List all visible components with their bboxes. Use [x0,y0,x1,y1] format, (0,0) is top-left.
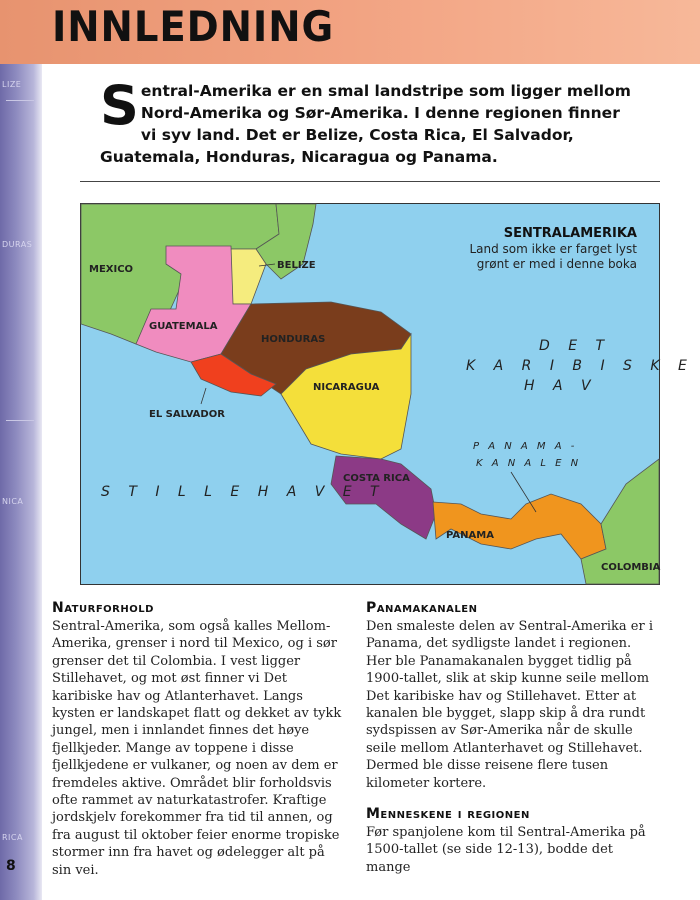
column-right [366,600,656,876]
label-mexico: MEXICO [89,264,134,275]
label-panama: PANAMA [446,530,494,541]
section-divider [80,181,660,182]
intro-text: entral-Amerika er en smal landstripe som ligger mellom Nord-Amerika og Sør-Amerika. I denne regionen finner vi syv land. Det er Belize, Costa Rica, El Salvador, Guatemala, Honduras, Nicaragua og Panama. [100,82,631,166]
drop-cap: S [100,74,139,137]
label-nicaragua: NICARAGUA [313,382,380,393]
label-canal-2: K A N A L E N [476,458,582,469]
label-belize: BELIZE [277,260,316,271]
label-honduras: HONDURAS [261,334,326,345]
label-costa-rica: COSTA RICA [343,473,410,484]
map-legend-line2: grønt er med i denne boka [476,257,637,271]
map-legend-title: SENTRALAMERIKA [503,226,637,241]
edge-label: RICA [2,833,23,842]
edge-divider [6,100,34,101]
heading-panamakanalen: Panamakanalen [366,600,478,616]
body-menneskene: Før spanjolene kom til Sentral-Amerika på 1500-tallet (se side 12-13), bodde det mange [366,825,646,875]
column-left [52,600,342,879]
heading-menneskene: Menneskene i regionen [366,806,530,823]
label-colombia: COLOMBIA [601,562,661,573]
label-canal-1: P A N A M A - [473,441,578,452]
label-caribbean-1: D E T [539,338,612,354]
intro-paragraph [100,74,640,168]
central-america-map [80,203,694,585]
label-el-salvador: EL SALVADOR [149,409,225,420]
edge-label: LIZE [2,80,22,89]
label-caribbean-3: H A V [524,378,598,394]
page-number: 8 [6,858,16,874]
page-title: INNLEDNING [52,2,335,51]
label-guatemala: GUATEMALA [149,321,218,332]
label-pacific: S T I L L E H A V E T [101,484,386,500]
edge-divider [6,420,34,421]
body-panamakanalen: Den smaleste delen av Sentral-Amerika er i Panama, det sydligste landet i regionen. Her ble Panamakanalen bygget tidlig på 1900-tallet, slik at skip kunne seile mellom Det karibiske hav og Stillehavet. Etter at kanalen ble bygget, slapp skip å dra rundt sydspissen av Sør-Amerika når de skulle seile mellom Atlanterhavet og Stillehavet. Dermed ble disse reisene flere tusen kilometer kortere. [366,619,653,791]
body-naturforhold: Sentral-Amerika, som også kalles Mellom-Amerika, grenser i nord til Mexico, og i sør grenser det til Colombia. I vest ligger Stillehavet, og mot øst finner vi Det karibiske hav og Atlanterhavet. Langs kysten er landskapet flatt og dekket av tykk jungel, men i innlandet finnes det høye fjellkjeder. Mange av toppene i disse fjellkjedene er vulkaner, og noen av dem er fremdeles aktive. Området blir forholdsvis ofte rammet av naturkatastrofer. Kraftige jordskjelv forekommer fra tid til annen, og fra august til oktober feier enorme tropiske stormer inn fra havet og ødelegger alt på sin vei. [52,619,342,878]
page-edge-tab [0,0,42,900]
label-caribbean-2: K A R I B I S K E [466,358,694,374]
edge-label: DURAS [2,240,33,249]
edge-label: NICA [2,497,24,506]
map-legend-line1: Land som ikke er farget lyst [469,242,637,256]
heading-naturforhold: Naturforhold [52,600,154,616]
